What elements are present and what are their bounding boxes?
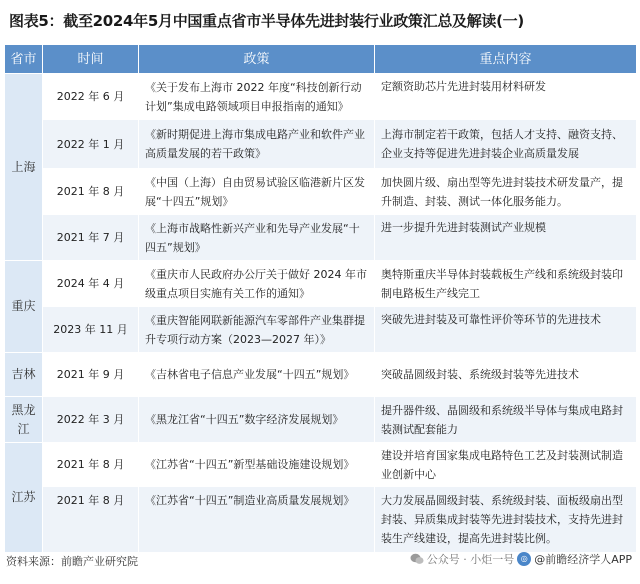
content-cell: 加快圆片级、扇出型等先进封装技术研发量产，提升制造、封装、测试一体化服务能力。 [375,169,637,215]
content-cell: 提升器件级、晶圆级和系统级半导体与集成电路封装测试配套能力 [375,397,637,443]
app-logo-icon: ◎ [517,552,531,566]
table-row [5,487,637,553]
date-cell: 2021 年 7 月 [43,215,139,261]
content-cell: 进一步提升先进封装测试产业规模 [375,215,637,261]
date-cell: 2021 年 8 月 [43,487,139,553]
province-cell-heilongjiang: 黑龙江 [5,397,43,443]
date-cell: 2023 年 11 月 [43,307,139,353]
wechat-icon [410,552,424,566]
date-cell: 2022 年 3 月 [43,397,139,443]
content-cell: 定额资助芯片先进封装用材料研发 [375,74,637,120]
content-cell: 大力发展晶圆级封装、系统级封装、面板级扇出型封装、异质集成封装等先进封装技术，支持先进封装生产线建设，提高先进封装比例。 [375,487,637,553]
policy-cell: 《中国（上海）自由贸易试验区临港新片区发展“十四五”规划》 [139,169,375,215]
content-cell: 奥特斯重庆半导体封装载板生产线和系统级封装印制电路板生产线完工 [375,261,637,307]
policy-table [4,44,637,553]
watermark [410,551,632,567]
province-cell-jilin: 吉林 [5,353,43,397]
content-cell: 突破晶圆级封装、系统级封装等先进技术 [375,353,637,397]
header-date: 时间 [43,45,139,74]
app-credit: @前瞻经济学人APP [534,553,632,566]
header-content: 重点内容 [375,45,637,74]
policy-cell: 《江苏省“十四五”新型基础设施建设规划》 [139,443,375,487]
source-note: 资料来源：前瞻产业研究院 [6,555,138,568]
wechat-account: 公众号 · 小炬一号 [426,553,515,566]
date-cell: 2021 年 9 月 [43,353,139,397]
policy-cell: 《黑龙江省“十四五”数字经济发展规划》 [139,397,375,443]
province-cell-jiangsu: 江苏 [5,443,43,553]
table-row [5,215,637,261]
table-header-row [5,45,637,74]
content-cell: 上海市制定若干政策，包括人才支持、融资支持、企业支持等促进先进封装企业高质量发展 [375,120,637,169]
policy-cell: 《新时期促进上海市集成电路产业和软件产业高质量发展的若干政策》 [139,120,375,169]
date-cell: 2024 年 4 月 [43,261,139,307]
policy-cell: 《吉林省电子信息产业发展“十四五”规划》 [139,353,375,397]
table-row [5,353,637,397]
table-row [5,120,637,169]
date-cell: 2022 年 6 月 [43,74,139,120]
policy-cell: 《上海市战略性新兴产业和先导产业发展“十四五”规划》 [139,215,375,261]
table-row [5,397,637,443]
date-cell: 2021 年 8 月 [43,443,139,487]
table-row [5,443,637,487]
content-cell: 建设并培育国家集成电路特色工艺及封装测试制造业创新中心 [375,443,637,487]
province-cell-shanghai: 上海 [5,74,43,261]
policy-cell: 《重庆智能网联新能源汽车零部件产业集群提升专项行动方案（2023—2027 年）》 [139,307,375,353]
policy-cell: 《关于发布上海市 2022 年度“科技创新行动计划”集成电路领域项目申报指南的通知》 [139,74,375,120]
table-row [5,169,637,215]
table-row [5,307,637,353]
policy-cell: 《重庆市人民政府办公厅关于做好 2024 年市级重点项目实施有关工作的通知》 [139,261,375,307]
table-row [5,261,637,307]
page-title: 图表5：截至2024年5月中国重点省市半导体先进封装行业政策汇总及解读(一) [9,12,524,30]
date-cell: 2022 年 1 月 [43,120,139,169]
policy-cell: 《江苏省“十四五”制造业高质量发展规划》 [139,487,375,553]
date-cell: 2021 年 8 月 [43,169,139,215]
header-policy: 政策 [139,45,375,74]
province-cell-chongqing: 重庆 [5,261,43,353]
header-province: 省市 [5,45,43,74]
table-row [5,74,637,120]
content-cell: 突破先进封装及可靠性评价等环节的先进技术 [375,307,637,353]
